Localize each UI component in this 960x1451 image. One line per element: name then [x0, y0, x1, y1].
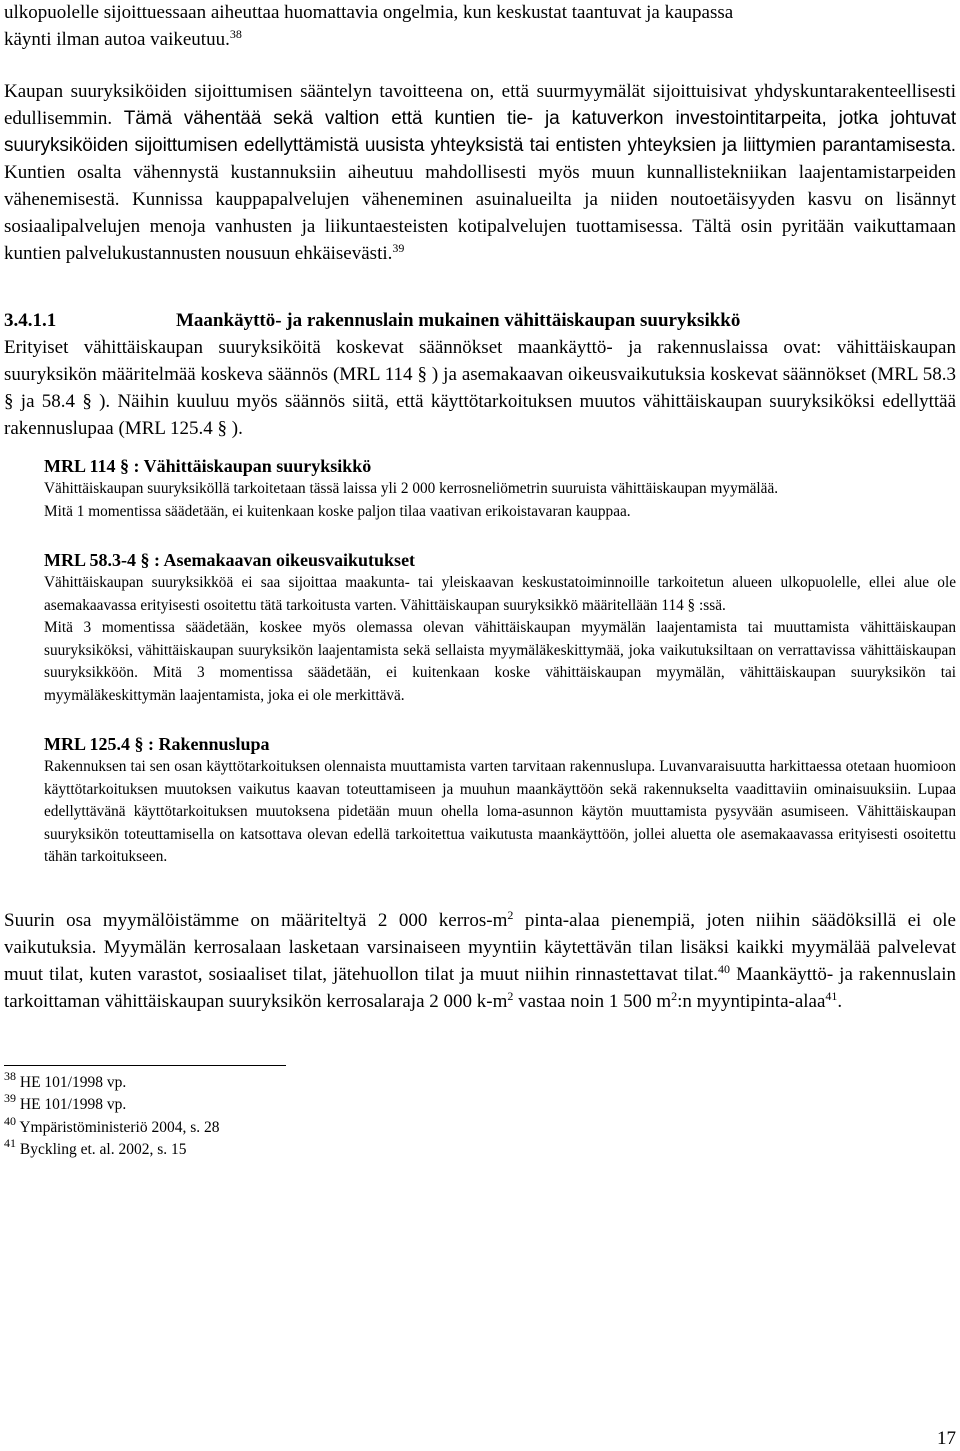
quote-title: MRL 125.4 § : Rakennuslupa — [44, 734, 270, 754]
document-page — [4, 0, 956, 1162]
footnote — [4, 1091, 956, 1117]
footnote — [4, 1136, 956, 1162]
footnote-number: 39 — [4, 1091, 16, 1105]
quote-paragraph: Mitä 1 momentissa säädetään, ei kuitenkaan koske paljon tilaa vaativan erikoistavaran kauppaa. — [44, 502, 631, 520]
footnote-text: HE 101/1998 vp. — [19, 1073, 127, 1091]
footnote-text: Byckling et. al. 2002, s. 15 — [19, 1141, 187, 1158]
footnote-rule — [4, 1065, 286, 1066]
footnote-number: 38 — [4, 1068, 16, 1083]
law-quote-58 — [44, 548, 956, 707]
footnote-text: Ympäristöministeriö 2004, s. 28 — [19, 1118, 220, 1136]
intro-line-2: käynti ilman autoa vaikeutuu. — [4, 29, 230, 50]
footnote — [4, 1113, 956, 1140]
law-quote-114 — [44, 454, 956, 523]
section-intro: Erityiset vähittäiskaupan suuryksiköitä koskevat säännökset maankäyttö- ja rakennuslaissa ovat: vähittäiskaupan suuryksikön määritelmää koskeva säännös (MRL 114 § ) ja asemakaavan oikeusvaikutuksia koskevat säännökset (MRL 58.3 § ja 58.4 § ). Näihin kuuluu myös säännös siitä, että käyttötarkoituksen muutos vähittäiskaupan suuryksiköksi edellyttää rakennuslupaa (MRL 125.4 § ). — [4, 337, 956, 439]
intro-line-1: ulkopuolelle sijoittuessaan aiheuttaa huomattavia ongelmia, kun keskustat taantuvat ja kaupassa — [4, 2, 734, 23]
quote-paragraph: Mitä 3 momentissa säädetään, koskee myös olemassa olevan vähittäiskaupan myymälän laajentamista tai muuttamista vähittäiskaupan suuryksiköksi, vähittäiskaupan suuryksikön laajentamista sekä sellaista myymäläkeskittymää, joka vaikutuksiltaan on verrattavissa vähittäiskaupan suuryksikköön. Mitä 3 momentissa säädetään, ei kuitenkaan koske vähittäiskaupan myymälän, vähittäiskaupan suuryksikön tai myymäläkeskittymän laajentamista, joka ei ole merkittävä. — [44, 619, 956, 704]
footnotes — [4, 1068, 956, 1162]
footnote-ref-38: 38 — [229, 27, 242, 41]
intro-paragraph — [4, 0, 956, 53]
quote-title: MRL 114 § : Vähittäiskaupan suuryksikkö — [44, 456, 372, 476]
footnote-number: 40 — [4, 1113, 16, 1128]
store-text-5: :n myyntipinta-alaa — [677, 990, 826, 1012]
store-text-2: pinta-alaa pienempiä, joten niihin säädöksillä ei ole vaikutuksia. Myymälän kerrosalaan lasketaan varsinaiseen myyntiin käytettävän tilan lisäksi kaikki myymälää palvelevat muut tilat, kuten varastot, sosiaaliset tilat, jätehuollon tilat ja muut niihin rinnastettavat tilat. — [4, 909, 956, 985]
section-heading — [4, 307, 956, 334]
store-text-3: Maankäyttö- ja rakennuslain tarkoittaman vähittäiskaupan suuryksikön kerrosalaraja 2 000 k-m — [4, 963, 956, 1012]
section-number: 3.4.1.1 — [4, 310, 57, 331]
store-text-6: . — [837, 990, 843, 1012]
store-text-4: vastaa noin 1 500 m — [513, 990, 672, 1012]
footnote-text: HE 101/1998 vp. — [19, 1096, 127, 1113]
quote-paragraph: Vähittäiskaupan suuryksiköllä tarkoitetaan tässä laissa yli 2 000 kerrosneliömetrin suuruista vähittäiskaupan myymälää. — [44, 480, 779, 497]
section-title: Maankäyttö- ja rakennuslain mukainen vähittäiskaupan suuryksikkö — [176, 310, 741, 331]
paragraph-sentence-5: Tältä osin pyritään vaikuttamaan kuntien palvelukustannusten nousuun ehkäisevästi. — [4, 216, 956, 264]
quote-paragraph: Vähittäiskaupan suuryksikköä ei saa sijoittaa maakunta- tai yleiskaavan keskustatoiminnoille tarkoitetun alueen ulkopuolelle, ellei alue ole asemakaavassa erityisesti osoitettu tätä tarkoitusta varten. Vähittäiskaupan suuryksikkö määritellään 114 § :ssä. — [44, 574, 956, 614]
paragraph-sentence-2: Tämä vähentää sekä valtion että kuntien tie- ja katuverkon investointitarpeita, jotka johtuvat suuryksiköiden sijoittumisen edellyttämistä uusista yhteyksistä tai entisten yhteyksien ja liittymien parantamisesta. — [4, 108, 957, 156]
quote-paragraph: Rakennuksen tai sen osan käyttötarkoituksen olennaista muuttamista varten tarvitaan rakennuslupa. Luvanvaraisuutta harkittaessa otetaan huomioon käyttötarkoituksen muutoksen vaikutus kaavan toteuttamiseen ja muuhun maankäyttöön sekä rakennukselta vaadittaviin ominaisuuksiin. Lupaa edellyttävänä käyttötarkoituksen muutoksena pidetään muun ohella loma-asunnon käytön muuttamista pysyvään asumiseen. Vähittäiskaupan suuryksikön toteuttamisella on katsottava olevan edellä tarkoitettua vaikutusta maankäyttöön, jollei aluetta ole asemakaavassa erityisesti osoitettu tähän tarkoitukseen. — [44, 758, 956, 865]
planning-paragraph — [4, 78, 956, 267]
quote-title: MRL 58.3-4 § : Asemakaavan oikeusvaikutukset — [44, 550, 416, 570]
footnote-number: 41 — [4, 1136, 16, 1150]
footnote-ref-41: 41 — [825, 988, 838, 1003]
law-quote-125 — [44, 732, 956, 869]
footnote-ref-40: 40 — [718, 961, 731, 976]
footnote-ref-39: 39 — [392, 241, 405, 255]
page-number: 17 — [937, 1428, 956, 1449]
store-text-1: Suurin osa myymälöistämme on määriteltyä 2 000 kerros-m — [4, 909, 508, 931]
store-size-paragraph — [4, 907, 956, 1015]
footnote — [4, 1068, 956, 1095]
superscript-2: 2 — [671, 988, 678, 1003]
paragraph-sentence-3: Kuntien osalta vähennystä kustannuksiin aiheutuu mahdollisesti myös muun kunnallistekniikan laajentamistarpeiden vähenemisestä. — [4, 162, 956, 210]
superscript-2: 2 — [507, 988, 514, 1003]
paragraph-sentence-1: Kaupan suuryksiköiden sijoittumisen sääntelyn tavoitteena on, että suurmyymälät sijoittuisivat yhdyskuntarakenteellisesti edullisemmin. — [4, 81, 956, 129]
superscript-2: 2 — [507, 907, 514, 922]
paragraph-sentence-4: Kunnissa kauppapalvelujen väheneminen asuinalueilta ja niiden noutoetäisyyden kasvu on lisännyt sosiaalipalvelujen menoja vanhusten ja liikuntaesteisten kotipalvelujen tuottamisessa. — [4, 189, 957, 237]
